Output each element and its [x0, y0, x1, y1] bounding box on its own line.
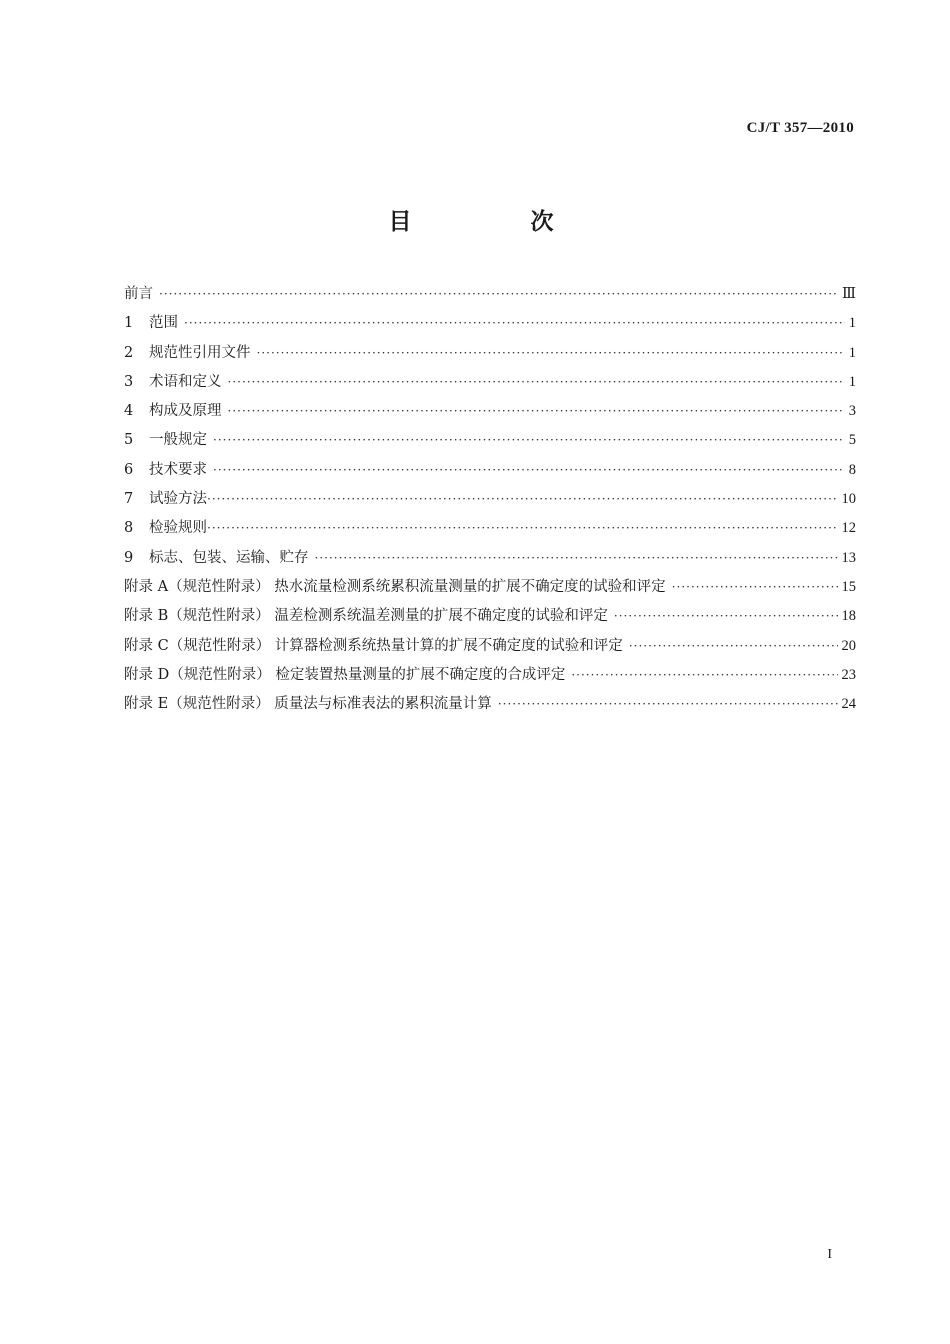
toc-dot-leader	[498, 697, 838, 711]
toc-dot-leader	[315, 551, 838, 565]
toc-entry-label: 附录 D（规范性附录） 检定装置热量测量的扩展不确定度的合成评定	[124, 666, 566, 683]
toc-dot-leader	[672, 580, 838, 594]
toc-entry-page: 3	[848, 403, 856, 420]
toc-entry[interactable]	[124, 341, 856, 370]
toc-entry[interactable]	[124, 546, 856, 575]
toc-entry-number: 5	[124, 432, 134, 449]
toc-dot-leader	[207, 492, 838, 506]
toc-entry[interactable]	[124, 487, 856, 516]
toc-entry[interactable]	[124, 663, 856, 692]
toc-dot-leader	[228, 404, 845, 418]
toc-dot-leader	[629, 639, 838, 653]
toc-entry[interactable]	[124, 634, 856, 663]
toc-entry-label: 前言	[124, 286, 153, 302]
toc-entry-label: 构成及原理	[149, 403, 222, 420]
toc-entry-page: 1	[848, 315, 856, 332]
toc-dot-leader	[614, 609, 838, 623]
toc-entry-page: 5	[848, 432, 856, 449]
toc-entry[interactable]	[124, 575, 856, 604]
page-number: I	[827, 1247, 832, 1262]
toc-entry[interactable]	[124, 428, 856, 457]
toc-entry[interactable]	[124, 370, 856, 399]
toc-entry-number: 1	[124, 315, 134, 332]
toc-entry-page: 1	[848, 344, 856, 361]
toc-dot-leader	[228, 375, 845, 389]
toc-entry[interactable]	[124, 282, 856, 311]
toc-entry-number: 7	[124, 491, 134, 508]
toc-entry-number: 6	[124, 461, 134, 478]
toc-entry-number: 9	[124, 549, 134, 566]
toc-entry-page: 10	[841, 491, 856, 508]
toc-entry-number: 2	[124, 344, 134, 361]
toc-dot-leader	[213, 433, 845, 447]
toc-entry-label: 试验方法	[149, 491, 207, 508]
toc-entry-number: 3	[124, 373, 134, 390]
toc-entry[interactable]	[124, 311, 856, 340]
toc-dot-leader	[184, 316, 845, 330]
toc-entry-label: 附录 E（规范性附录） 质量法与标准表法的累积流量计算	[124, 696, 492, 713]
toc-entry-page: 23	[841, 666, 856, 683]
toc-entry-label: 一般规定	[149, 432, 207, 449]
standard-code: CJ/T 357—2010	[746, 120, 854, 136]
toc-entry-label: 检验规则	[149, 520, 207, 537]
page-title: 目 次	[388, 209, 602, 235]
toc-entry-page: 20	[841, 637, 856, 654]
toc-dot-leader	[159, 287, 838, 301]
toc-entry[interactable]	[124, 458, 856, 487]
toc-entry-label: 附录 A（规范性附录） 热水流量检测系统累积流量测量的扩展不确定度的试验和评定	[124, 578, 666, 595]
toc-entry-label: 附录 B（规范性附录） 温差检测系统温差测量的扩展不确定度的试验和评定	[124, 608, 608, 625]
toc-entry[interactable]	[124, 399, 856, 428]
toc-entry-label: 术语和定义	[149, 373, 222, 390]
toc-entry-number: 4	[124, 403, 134, 420]
toc-entry-label: 规范性引用文件	[149, 344, 251, 361]
toc-dot-leader	[571, 668, 837, 682]
toc-entry-page: 18	[841, 608, 856, 625]
toc-entry-page: 12	[841, 520, 856, 537]
toc-entry-page: 8	[848, 461, 856, 478]
toc-entry[interactable]	[124, 516, 856, 545]
toc-entry-page: 1	[848, 373, 856, 390]
table-of-contents	[124, 282, 856, 721]
toc-entry-page: 13	[841, 549, 856, 566]
toc-entry-label: 技术要求	[149, 461, 207, 478]
toc-entry-label: 标志、包装、运输、贮存	[149, 549, 309, 566]
toc-entry-page: 24	[841, 696, 856, 713]
toc-dot-leader	[257, 346, 845, 360]
toc-dot-leader	[207, 521, 838, 535]
toc-entry-page: Ⅲ	[842, 286, 856, 302]
toc-entry-page: 15	[841, 578, 856, 595]
toc-entry[interactable]	[124, 604, 856, 633]
toc-entry[interactable]	[124, 692, 856, 721]
toc-entry-label: 范围	[149, 315, 178, 332]
toc-dot-leader	[213, 463, 845, 477]
toc-entry-label: 附录 C（规范性附录） 计算器检测系统热量计算的扩展不确定度的试验和评定	[124, 637, 623, 654]
toc-entry-number: 8	[124, 520, 134, 537]
